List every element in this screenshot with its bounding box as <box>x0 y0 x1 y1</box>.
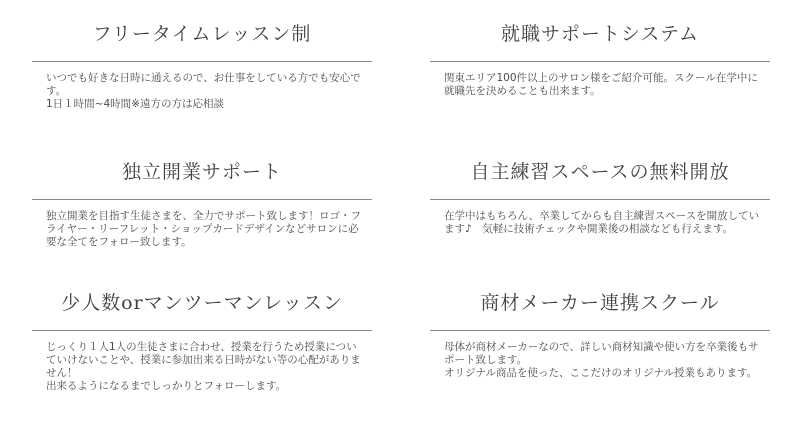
feature-title: 就職サポートシステム <box>500 23 700 45</box>
feature-title: 少人数orマンツーマンレッスン <box>61 292 343 314</box>
feature-description <box>430 210 770 236</box>
feature-text: じっくり１人1人の生徒さまに合わせ、授業を行うため授業についていけないことや、授業に参加出来る日時がない等の心配がありません！ <box>46 341 361 379</box>
feature-description <box>32 210 372 249</box>
divider <box>430 61 770 62</box>
feature-title: 商材メーカー連携スクール <box>480 292 720 314</box>
feature-title: フリータイムレッスン制 <box>92 23 312 45</box>
feature-job-support <box>430 21 770 98</box>
feature-small-group-lessons <box>32 290 372 393</box>
feature-text: 関東エリア100件以上のサロン様をご紹介可能。スクール在学中に就職先を決めることも出来ます。 <box>444 72 758 97</box>
feature-text: オリジナル商品を使った、ここだけのオリジナル授業もあります。 <box>444 367 758 379</box>
feature-description <box>430 72 770 98</box>
divider <box>32 199 372 200</box>
feature-description <box>32 72 372 111</box>
divider <box>430 330 770 331</box>
feature-text: 1日１時間~4時間※遠方の方は応相談 <box>46 98 224 110</box>
feature-text: 出来るようになるまでしっかりとフォローします。 <box>46 380 287 392</box>
feature-text: いつでも好きな日時に通えるので、お仕事をしている方でも安心です。 <box>46 72 361 97</box>
feature-description <box>430 341 770 380</box>
feature-text: 母体が商材メーカーなので、詳しい商材知識や使い方を卒業後もサポート致します。 <box>444 341 759 366</box>
feature-text: 在学中はもちろん、卒業してからも自主練習スペースを開放しています♪ 気軽に技術チェックや開業後の相談なども行えます。 <box>444 210 760 235</box>
divider <box>430 199 770 200</box>
feature-text: 独立開業を目指す生徒さまを、全力でサポート致します！ロゴ・フライヤー・リーフレット・ショップカードデザインなどサロンに必要な全てをフォロー致します。 <box>46 210 361 248</box>
feature-description <box>32 341 372 393</box>
feature-maker-partner-school <box>430 290 770 380</box>
feature-free-practice-space <box>430 159 770 236</box>
divider <box>32 61 372 62</box>
divider <box>32 330 372 331</box>
feature-independence-support <box>32 159 372 249</box>
feature-title: 自主練習スペースの無料開放 <box>470 161 730 183</box>
feature-free-time-lessons <box>32 21 372 111</box>
feature-title: 独立開業サポート <box>121 161 282 183</box>
